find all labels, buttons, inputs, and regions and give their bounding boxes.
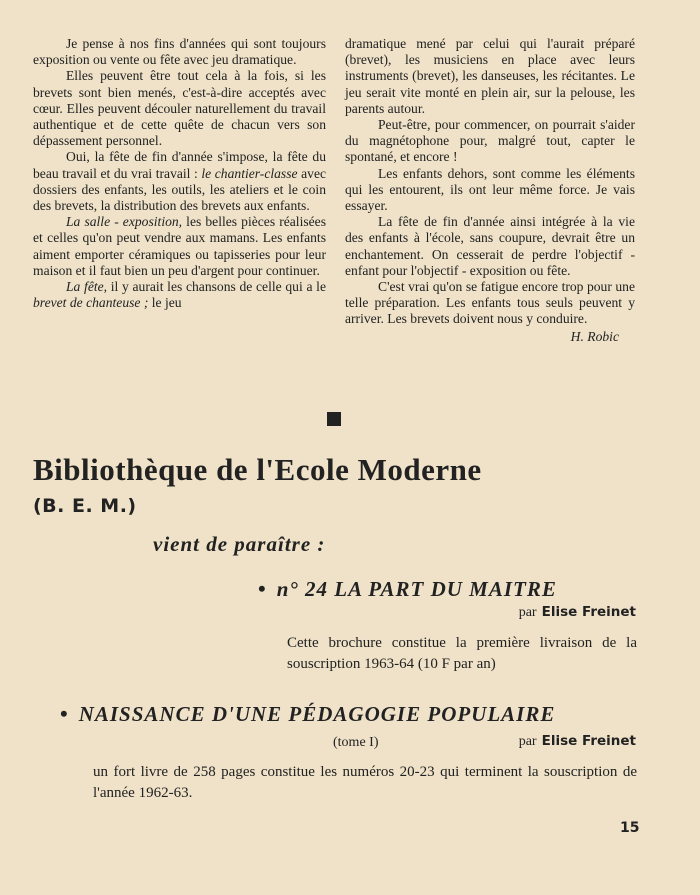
section-separator-square xyxy=(327,412,341,426)
paragraph-text: avec dossiers des enfants, les outils, les ateliers et le coin des brevets, la distribution des brevets aux enfants. xyxy=(33,165,327,214)
paragraph xyxy=(33,214,326,279)
bullet-icon: • xyxy=(258,576,267,601)
paragraph-text: Oui, la fête de fin d'année s'impose, la fête du beau travail et du vrai travail : xyxy=(33,149,326,181)
book-author xyxy=(519,604,636,621)
author-name: Elise Freinet xyxy=(541,604,636,620)
paragraph: Je pense à nos fins d'années qui sont toujours exposition ou vente ou fête avec jeu dramatique. xyxy=(33,36,326,68)
paragraph: La fête de fin d'année ainsi intégrée à la vie des enfants à l'école, sans coupure, devrait être un enchantement. On cesserait de perdre l'objectif - enfant pour l'objectif - exposition ou fête. xyxy=(345,214,635,278)
paragraph: Peut-être, pour commencer, on pourrait s'aider du magnétophone pour, malgré tout, capter le spontané, et encore ! xyxy=(345,117,635,165)
book-tome: (tome I) xyxy=(333,735,379,750)
book-title-text: n° 24 LA PART DU MAITRE xyxy=(276,577,557,601)
emphasis-salle-exposition: La salle - exposition, xyxy=(66,214,183,230)
emphasis-la-fete: La fête, xyxy=(66,279,108,295)
announcement-title: Bibliothèque de l'Ecole Moderne xyxy=(33,452,482,487)
article-right-column xyxy=(345,36,635,345)
article-signature: H. Robic xyxy=(570,328,619,344)
book-title-text: NAISSANCE D'UNE PÉDAGOGIE POPULAIRE xyxy=(78,702,556,726)
paragraph: Les enfants dehors, sont comme les éléments qui les entourent, ils ont leur même force. Je vais essayer. xyxy=(345,165,635,214)
book-author xyxy=(519,733,636,750)
announcement-subtitle: vient de paraître : xyxy=(153,532,326,556)
book-title-la-part-du-maitre xyxy=(258,576,557,602)
announcement-abbreviation: (B. E. M.) xyxy=(33,495,137,517)
author-prefix: par xyxy=(518,605,537,620)
paragraph xyxy=(33,149,326,214)
article-left-column xyxy=(33,36,326,311)
paragraph-text: il y aurait les chansons de celle qui a le xyxy=(107,279,326,295)
author-name: Elise Freinet xyxy=(541,733,636,749)
paragraph-text: le jeu xyxy=(148,295,182,311)
emphasis-chantier-classe: le chantier-classe xyxy=(201,165,298,181)
page-number: 15 xyxy=(620,820,640,836)
author-prefix: par xyxy=(518,734,537,749)
paragraph: C'est vrai qu'on se fatigue encore trop pour une telle préparation. Les enfants tous seuls peuvent y arriver. Les brevets doivent nous y conduire. xyxy=(345,279,635,327)
paragraph: Elles peuvent être tout cela à la fois, si les brevets sont bien menés, c'est-à-dire acceptés avec cœur. Elles peuvent découler naturellement du travail authentique et de cette quête de chacun vers son dépassement personnel. xyxy=(33,68,326,149)
paragraph: dramatique mené par celui qui l'aurait préparé (brevet), les musiciens en place avec leurs instruments (brevet), les danseuses, les récitantes. Le jeu serait vite monté en plein air, sur la pelouse, les parents autour. xyxy=(345,36,635,116)
book-description: Cette brochure constitue la première livraison de la souscription 1963-64 (10 F par an) xyxy=(287,635,637,672)
bullet-icon: • xyxy=(60,701,69,726)
paragraph xyxy=(33,279,326,311)
paragraph-text: les belles pièces réalisées et celles qu'on peut vendre aux mamans. Les enfants aiment emporter céramiques ou tapisseries pour leur maison et il faut bien un peu d'argent pour continuer. xyxy=(33,214,326,278)
emphasis-brevet-chanteuse: brevet de chanteuse ; xyxy=(33,295,149,311)
book-description: un fort livre de 258 pages constitue les numéros 20-23 qui terminent la souscription de l'année 1962-63. xyxy=(93,764,637,801)
book-title-naissance-pedagogie xyxy=(60,701,555,727)
